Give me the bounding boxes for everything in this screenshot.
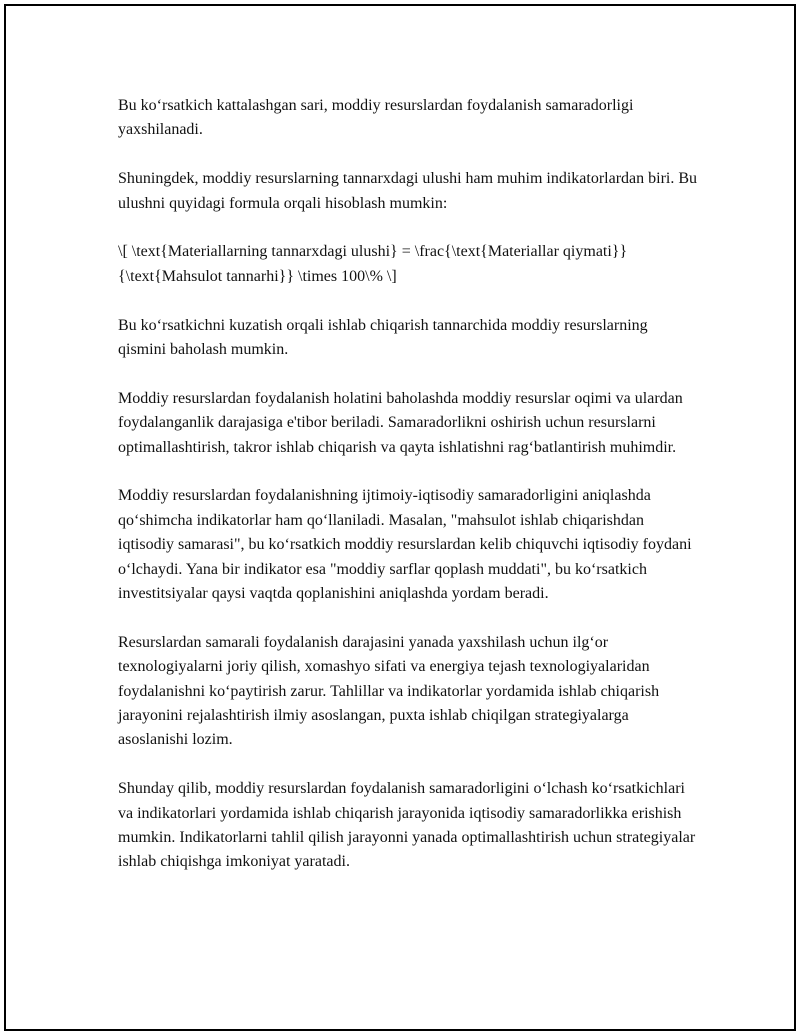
formula-paragraph: \[ \text{Materiallarning tannarxdagi ulushi} = \frac{\text{Materiallar qiymati}}{\text{Mahsulot tannarhi}} \times 100\% \] [118,243,628,285]
paragraph-2: Shuningdek, moddiy resurslarning tannarxdagi ulushi ham muhim indikatorlardan biri. Bu ulushni quyidagi formula orqali hisoblash mumkin: [118,170,698,212]
paragraph-8: Shunday qilib, moddiy resurslardan foydalanish samaradorligini o‘lchash ko‘rsatkichlari va indikatorlari yordamida ishlab chiqarish jarayonida iqtisodiy samaradorlikka erishish mumkin. Indikatorlarni tahlil qilish jarayonni yanada optimallashtirish uchun strategiyalar ishlab chiqishga imkoniyat yaratadi. [118,780,696,871]
paragraph-1: Bu ko‘rsatkich kattalashgan sari, moddiy resurslardan foydalanish samaradorligi yaxshilanadi. [118,97,634,139]
paragraph-6: Moddiy resurslardan foydalanishning ijtimoiy-iqtisodiy samaradorligini aniqlashda qo‘shimcha indikatorlar ham qo‘llaniladi. Masalan, "mahsulot ishlab chiqarishdan iqtisodiy samarasi", bu ko‘rsatkich moddiy resurslardan kelib chiquvchi iqtisodiy foydani o‘lchaydi. Yana bir indikator esa "moddiy sarflar qoplash muddati", bu ko‘rsatkich investitsiyalar qaysi vaqtda qoplanishini aniqlashda yordam beradi. [118,487,692,603]
paragraph-7: Resurslardan samarali foydalanish darajasini yanada yaxshilash uchun ilg‘or texnologiyalarni joriy qilish, xomashyo sifati va energiya tejash texnologiyalaridan foydalanishni ko‘paytirish zarur. Tahlillar va indikatorlar yordamida ishlab chiqarish jarayonini rejalashtirish ilmiy asoslangan, puxta ishlab chiqilgan strategiyalarga asoslanishi lozim. [118,633,660,749]
paragraph-4: Bu ko‘rsatkichni kuzatish orqali ishlab chiqarish tannarchida moddiy resurslarning qismini baholash mumkin. [118,316,648,359]
paragraph-5: Moddiy resurslardan foydalanish holatini baholashda moddiy resurslar oqimi va ulardan foydalanganlik darajasiga e'tibor beriladi. Samaradorlikni oshirish uchun resurslarni optimallashtirish, takror ishlab chiqarish va qayta ishlatishni rag‘batlantirish muhimdir. [118,389,683,456]
document-body [118,94,698,899]
